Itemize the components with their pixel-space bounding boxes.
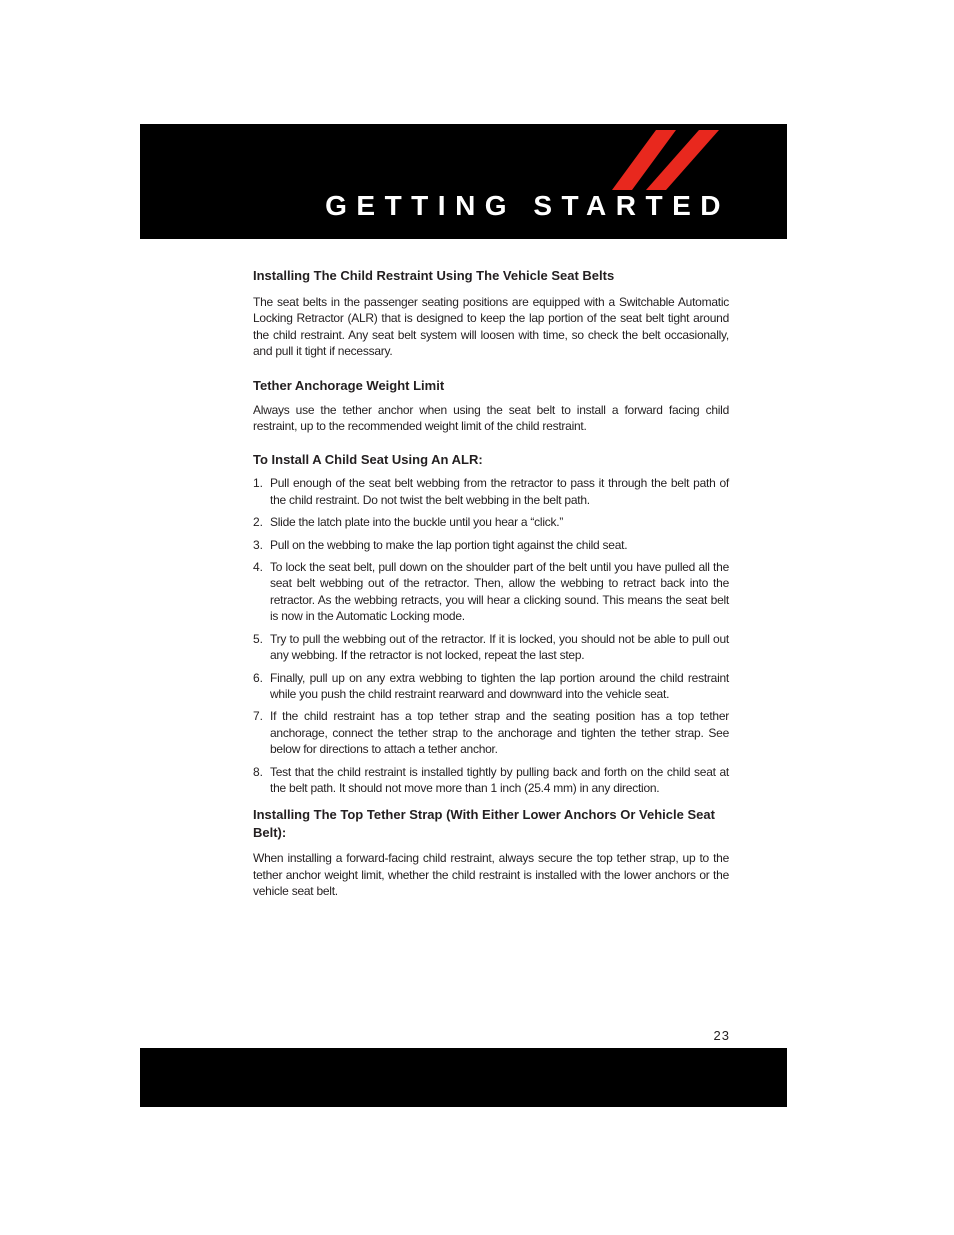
header-band: [140, 124, 787, 239]
step-text: Pull enough of the seat belt webbing from the retractor to pass it through the belt path of the child restraint. Do not twist the belt webbing in the belt path.: [270, 476, 729, 507]
list-item: [253, 764, 729, 797]
list-item: [253, 514, 729, 530]
list-item: [253, 559, 729, 625]
paragraph-seat-belts: The seat belts in the passenger seating positions are equipped with a Switchable Automatic Locking Retractor (ALR) that is designed to keep the lap portion of the seat belt tight around the child restraint. Any seat belt system will loosen with time, so check the belt occasionally, and pull it tight if necessary.: [253, 295, 729, 359]
step-number: 3.: [253, 537, 264, 552]
page-content: [253, 265, 729, 900]
paragraph-top-tether-strap: When installing a forward-facing child restraint, always secure the top tether strap, up to the tether anchor weight limit, whether the child restraint is installed with the lower anchors or the vehicle seat belt.: [253, 851, 729, 899]
list-item: [253, 537, 729, 553]
step-text: If the child restraint has a top tether strap and the seating position has a top tether anchorage, connect the tether strap to the anchorage and tighten the tether strap. See below for directions to attach a tether anchor.: [270, 709, 729, 757]
step-number: 6.: [253, 670, 264, 685]
step-text: Try to pull the webbing out of the retractor. If it is locked, you should not be able to pull out any webbing. If the retractor is not locked, repeat the last step.: [270, 631, 729, 663]
list-item: [253, 631, 729, 664]
list-item: [253, 475, 729, 508]
step-text: Test that the child restraint is installed tightly by pulling back and forth on the child seat at the belt path. It should not move more than 1 inch (25.4 mm) in any direction.: [270, 764, 729, 795]
step-text: To lock the seat belt, pull down on the shoulder part of the belt until you have pulled all the seat belt webbing out of the retractor. Then, allow the webbing to retract back into the retractor. As the webbing retracts, you will hear a clicking sound. This means the seat belt is now in the Automatic Locking mode.: [270, 560, 729, 624]
step-number: 8.: [253, 764, 264, 779]
step-number: 4.: [253, 560, 264, 575]
heading-tether-weight-limit: Tether Anchorage Weight Limit: [253, 377, 445, 393]
paragraph-tether-weight-limit: Always use the tether anchor when using the seat belt to install a forward facing child restraint, up to the recommended weight limit of the child restraint.: [253, 402, 729, 434]
step-number: 7.: [253, 709, 264, 724]
list-item: [253, 670, 729, 703]
step-number: 5.: [253, 631, 264, 646]
step-number: 1.: [253, 476, 264, 491]
footer-band: [140, 1048, 787, 1107]
heading-install-alr: To Install A Child Seat Using An ALR:: [253, 452, 483, 468]
list-item: [253, 708, 729, 757]
heading-top-tether-strap: Installing The Top Tether Strap (With Either Lower Anchors Or Vehicle Seat Belt):: [253, 807, 715, 841]
step-text: Slide the latch plate into the buckle until you hear a “click.”: [270, 515, 564, 530]
step-text: Finally, pull up on any extra webbing to tighten the lap portion around the child restraint while you push the child restraint rearward and downward into the vehicle seat.: [270, 670, 729, 701]
step-number: 2.: [253, 515, 264, 530]
section-title: GETTING STARTED: [325, 190, 730, 221]
page-number: 23: [713, 1028, 730, 1043]
heading-install-with-seat-belts: Installing The Child Restraint Using The Vehicle Seat Belts: [253, 268, 615, 283]
red-double-stripe-icon: [612, 130, 722, 190]
step-text: Pull on the webbing to make the lap portion tight against the child seat.: [270, 537, 628, 552]
alr-steps-list: [253, 475, 729, 796]
